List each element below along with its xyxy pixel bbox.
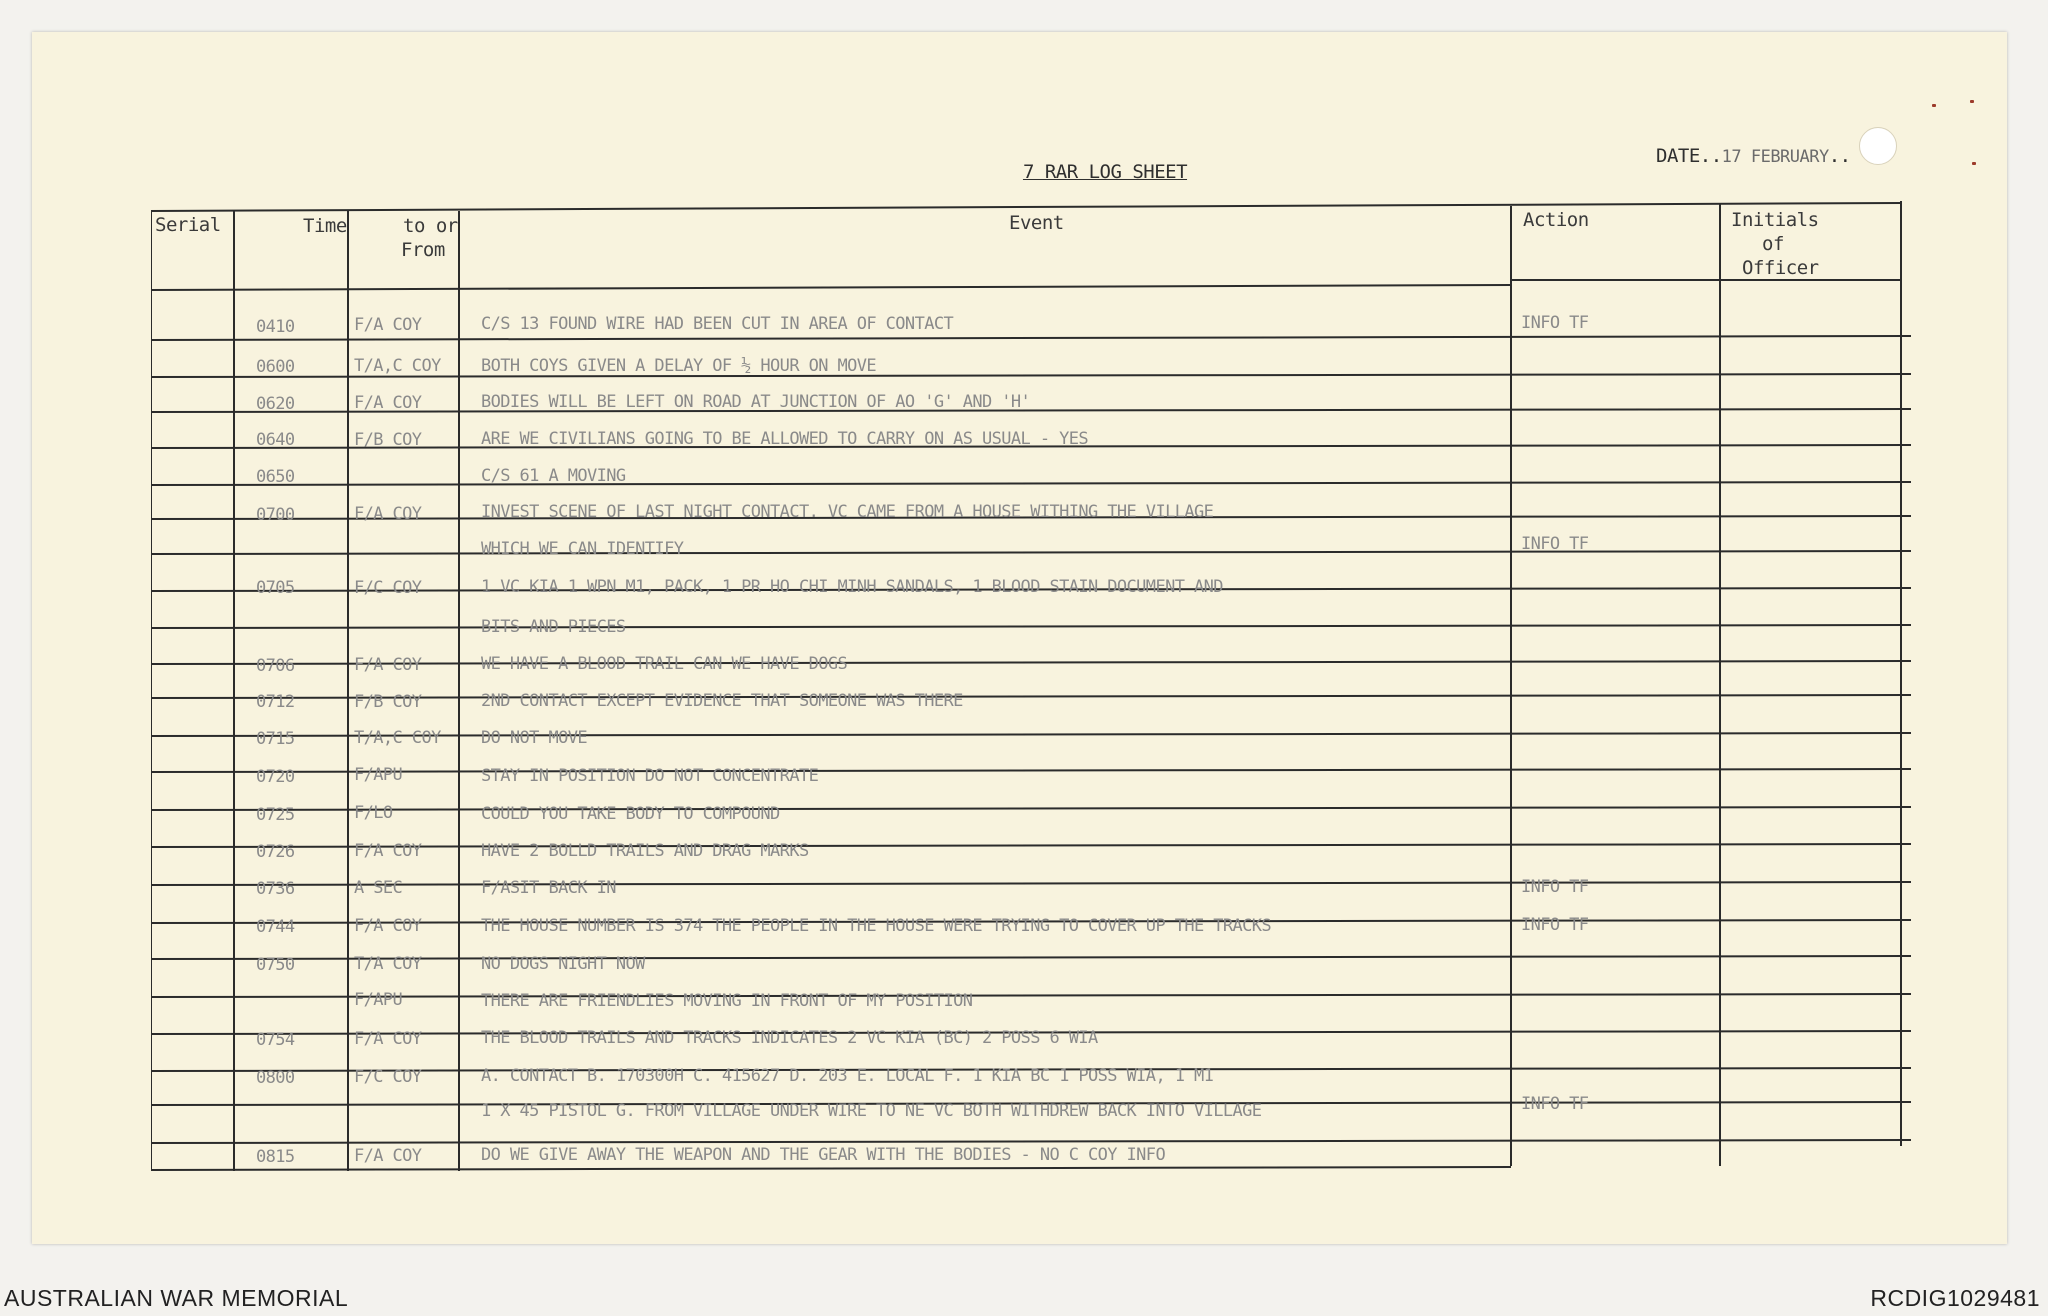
row-from: F/B COY <box>354 692 422 712</box>
ink-speck <box>1932 104 1936 107</box>
row-event: DO NOT MOVE <box>481 728 587 748</box>
row-from: T/A COY <box>354 954 422 974</box>
row-from: F/A COY <box>354 916 422 936</box>
row-time: 0705 <box>256 578 295 598</box>
row-time: 0640 <box>256 430 295 450</box>
row-from: F/LO <box>354 803 393 823</box>
row-event: A. CONTACT B. 170300H C. 415627 D. 203 E. LOCAL F. 1 KIA BC 1 POSS WIA, 1 M1 <box>481 1066 1214 1086</box>
row-action: INFO TF <box>1521 313 1589 333</box>
to-or-header: to or <box>403 215 458 237</box>
row-event: THE BLOOD TRAILS AND TRACKS INDICATES 2 VC KIA (BC) 2 POSS 6 WIA <box>481 1028 1098 1048</box>
row-time: 0754 <box>256 1030 295 1050</box>
row-event: THE HOUSE NUMBER IS 374 THE PEOPLE IN THE HOUSE WERE TRYING TO COVER UP THE TRACKS <box>481 916 1272 936</box>
time-header: Time <box>303 215 347 237</box>
row-from: F/A COY <box>354 504 422 524</box>
row-time: 0750 <box>256 955 295 975</box>
row-from: A SEC <box>354 878 403 898</box>
row-action: INFO TF <box>1521 534 1589 554</box>
row-from: F/A COY <box>354 1146 422 1166</box>
row-time: 0744 <box>256 917 295 937</box>
row-event: HAVE 2 BOLLD TRAILS AND DRAG MARKS <box>481 841 809 861</box>
row-from: F/APU <box>354 765 403 785</box>
date-label: DATE.. <box>1656 145 1722 167</box>
row-event: INVEST SCENE OF LAST NIGHT CONTACT. VC CAME FROM A HOUSE WITHING THE VILLAGE <box>481 502 1214 522</box>
row-from: F/A COY <box>354 315 422 335</box>
row-time: 0800 <box>256 1068 295 1088</box>
row-event: ARE WE CIVILIANS GOING TO BE ALLOWED TO CARRY ON AS USUAL - YES <box>481 429 1088 449</box>
ink-speck <box>1972 162 1976 165</box>
row-from: F/C COY <box>354 578 422 598</box>
row-from: F/A COY <box>354 655 422 675</box>
row-event: WHICH WE CAN IDENTIFY <box>481 539 684 559</box>
sheet-title: 7 RAR LOG SHEET <box>1022 161 1188 183</box>
row-event: COULD YOU TAKE BODY TO COMPOUND <box>481 804 780 824</box>
row-event: STAY IN POSITION DO NOT CONCENTRATE <box>481 766 819 786</box>
row-action: INFO TF <box>1521 877 1589 897</box>
archive-credit: AUSTRALIAN WAR MEMORIAL <box>4 1285 349 1311</box>
row-event: BODIES WILL BE LEFT ON ROAD AT JUNCTION OF AO 'G' AND 'H' <box>481 392 1031 412</box>
row-event: C/S 61 A MOVING <box>481 466 626 486</box>
initials-of-header: of <box>1762 233 1784 255</box>
row-from: F/A COY <box>354 841 422 861</box>
ink-speck <box>1970 100 1974 103</box>
row-time: 0726 <box>256 842 295 862</box>
row-from: F/APU <box>354 990 403 1010</box>
row-time: 0725 <box>256 805 295 825</box>
row-event: NO DOGS NIGHT NOW <box>481 954 645 974</box>
row-event: F/ASIT BACK IN <box>481 878 616 898</box>
row-event: 2ND CONTACT EXCEPT EVIDENCE THAT SOMEONE WAS THERE <box>481 691 963 711</box>
from-header: From <box>401 239 445 261</box>
row-time: 0650 <box>256 467 295 487</box>
date-value: 17 FEBRUARY <box>1721 147 1829 167</box>
row-event: 1 X 45 PISTOL G. FROM VILLAGE UNDER WIRE TO NE VC BOTH WITHDREW BACK INTO VILLAGE <box>481 1101 1262 1121</box>
row-from: F/A COY <box>354 1029 422 1049</box>
row-event: 1 VC KIA 1 WPN M1, PACK, 1 PR HO CHI MINH SANDALS, 1 BLOOD STAIN DOCUMENT AND <box>481 577 1223 597</box>
row-from: F/C COY <box>354 1067 422 1087</box>
row-action: INFO TF <box>1521 915 1589 935</box>
row-event: WE HAVE A BLOOD TRAIL CAN WE HAVE DOGS <box>481 654 848 674</box>
action-header: Action <box>1523 209 1589 231</box>
row-time: 0700 <box>256 505 295 525</box>
row-time: 0620 <box>256 394 295 414</box>
row-time: 0815 <box>256 1147 295 1167</box>
row-time: 0410 <box>256 317 295 337</box>
serial-header: Serial <box>155 214 221 236</box>
date-line <box>1656 145 1851 167</box>
initials-header: Initials <box>1731 209 1819 231</box>
row-action: INFO TF <box>1521 1094 1589 1114</box>
date-trail: .. <box>1828 145 1851 167</box>
row-time: 0720 <box>256 767 295 787</box>
archive-reference: RCDIG1029481 <box>1870 1285 2040 1311</box>
row-event: C/S 13 FOUND WIRE HAD BEEN CUT IN AREA OF CONTACT <box>481 314 954 334</box>
row-from: F/A COY <box>354 393 422 413</box>
row-from: T/A,C COY <box>354 356 441 376</box>
row-from: T/A,C COY <box>354 728 441 748</box>
row-event: BITS AND PIECES <box>481 617 626 637</box>
row-time: 0712 <box>256 692 295 712</box>
row-time: 0600 <box>256 357 295 377</box>
row-from: F/B COY <box>354 430 422 450</box>
punch-hole <box>1859 127 1897 165</box>
row-event: DO WE GIVE AWAY THE WEAPON AND THE GEAR WITH THE BODIES - NO C COY INFO <box>481 1145 1166 1165</box>
event-header: Event <box>1009 212 1064 234</box>
log-table <box>151 201 1911 1171</box>
row-event: THERE ARE FRIENDLIES MOVING IN FRONT OF MY POSITION <box>481 991 973 1011</box>
row-time: 0715 <box>256 729 295 749</box>
row-time: 0736 <box>256 879 295 899</box>
officer-header: Officer <box>1742 257 1819 279</box>
row-event: BOTH COYS GIVEN A DELAY OF ½ HOUR ON MOVE <box>481 356 877 376</box>
row-time: 0706 <box>256 656 295 676</box>
table-grid <box>151 201 1911 1171</box>
